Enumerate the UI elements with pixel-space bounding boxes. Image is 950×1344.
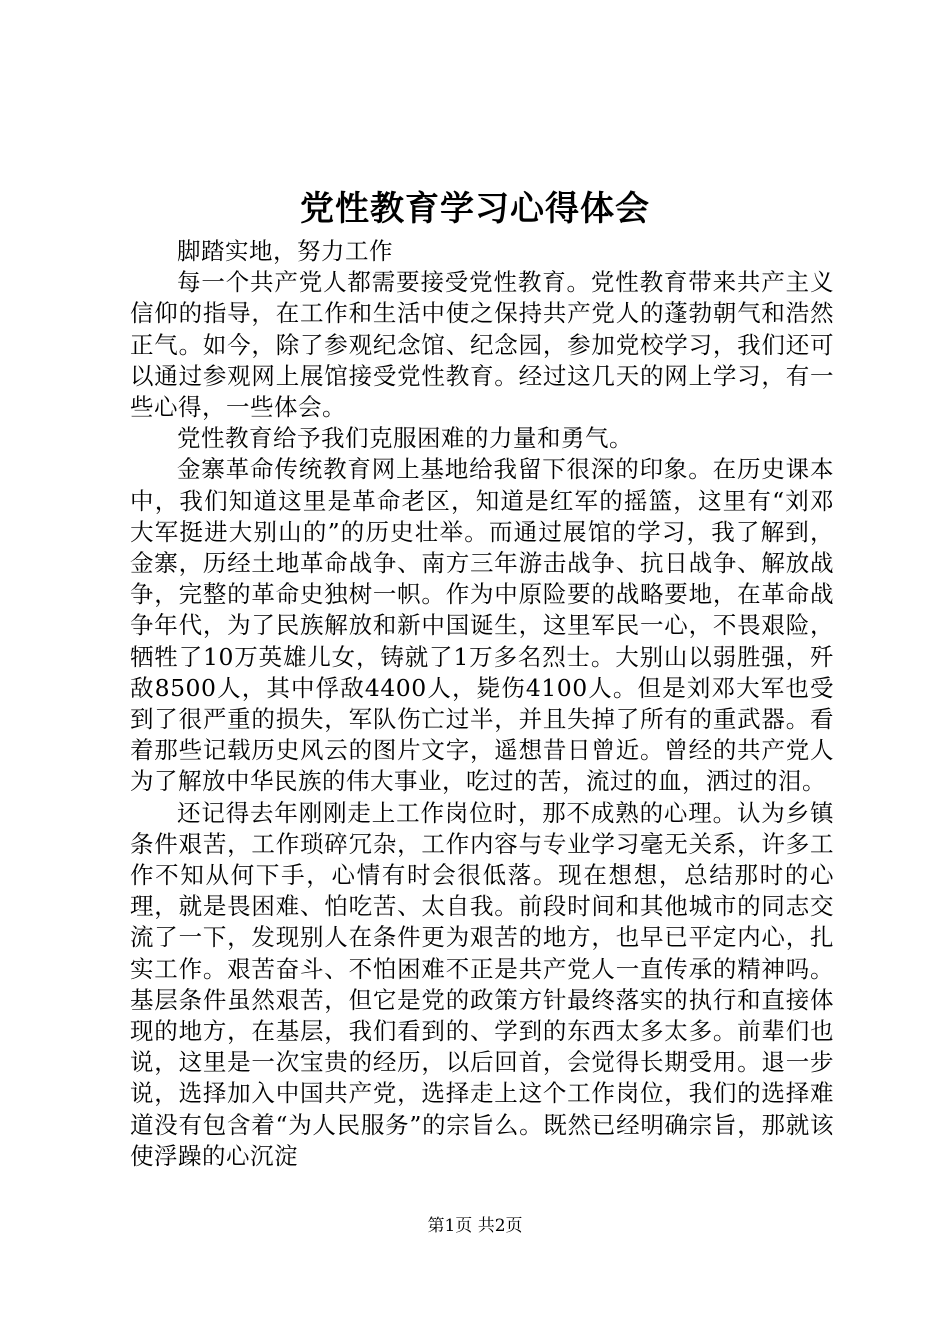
page-number-footer: 第1页 共2页 (427, 1216, 523, 1236)
paragraph-subtitle: 脚踏实地，努力工作 (177, 237, 393, 265)
paragraph-strength: 党性教育给予我们克服困难的力量和勇气。 (177, 424, 633, 453)
paragraph-intro: 每一个共产党人都需要接受党性教育。党性教育带来共产主义信仰的指导，在工作和生活中使之保持共产党人的蓬勃朝气和浩然正气。如今，除了参观纪念馆、纪念园，参加党校学习，我们还可以通过参观网上展馆接受党性教育。经过这几天的网上学习，有一些心得，一些体会。 (130, 268, 834, 422)
paragraph-jinzhai: 金寨革命传统教育网上基地给我留下很深的印象。在历史课本中，我们知道这里是革命老区，知道是红军的摇篮，这里有“刘邓大军挺进大别山的”的历史壮举。而通过展馆的学习，我了解到，金寨，历经土地革命战争、南方三年游击战争、抗日战争、解放战争，完整的革命史独树一帜。作为中原险要的战略要地，在革命战争年代，为了民族解放和新中国诞生，这里军民一心，不畏艰险，牺牲了10万英雄儿女，铸就了1万多名烈士。大别山以弱胜强，歼敌8500人，其中俘敌4400人，毙伤4100人。但是刘邓大军也受到了很严重的损失，军队伤亡过半，并且失掉了所有的重武器。看着那些记载历史风云的图片文字，遥想昔日曾近。曾经的共产党人为了解放中华民族的伟大事业，吃过的苦，流过的血，洒过的泪。 (130, 455, 834, 796)
paragraph-reflection: 还记得去年刚刚走上工作岗位时，那不成熟的心理。认为乡镇条件艰苦，工作琐碎冗杂，工作内容与专业学习毫无关系，许多工作不知从何下手，心情有时会很低落。现在想想，总结那时的心理，就是畏困难、怕吃苦、太自我。前段时间和其他城市的同志交流了一下，发现别人在条件更为艰苦的地方，也早已平定内心，扎实工作。艰苦奋斗、不怕困难不正是共产党人一直传承的精神吗。基层条件虽然艰苦，但它是党的政策方针最终落实的执行和直接体现的地方，在基层，我们看到的、学到的东西太多太多。前辈们也说，这里是一次宝贵的经历，以后回首，会觉得长期受用。退一步说，选择加入中国共产党，选择走上这个工作岗位，我们的选择难道没有包含着“为人民服务”的宗旨么。既然已经明确宗旨，那就该使浮躁的心沉淀 (130, 798, 834, 1170)
document-title: 党性教育学习心得体会 (300, 189, 650, 229)
document-body (130, 236, 834, 1172)
